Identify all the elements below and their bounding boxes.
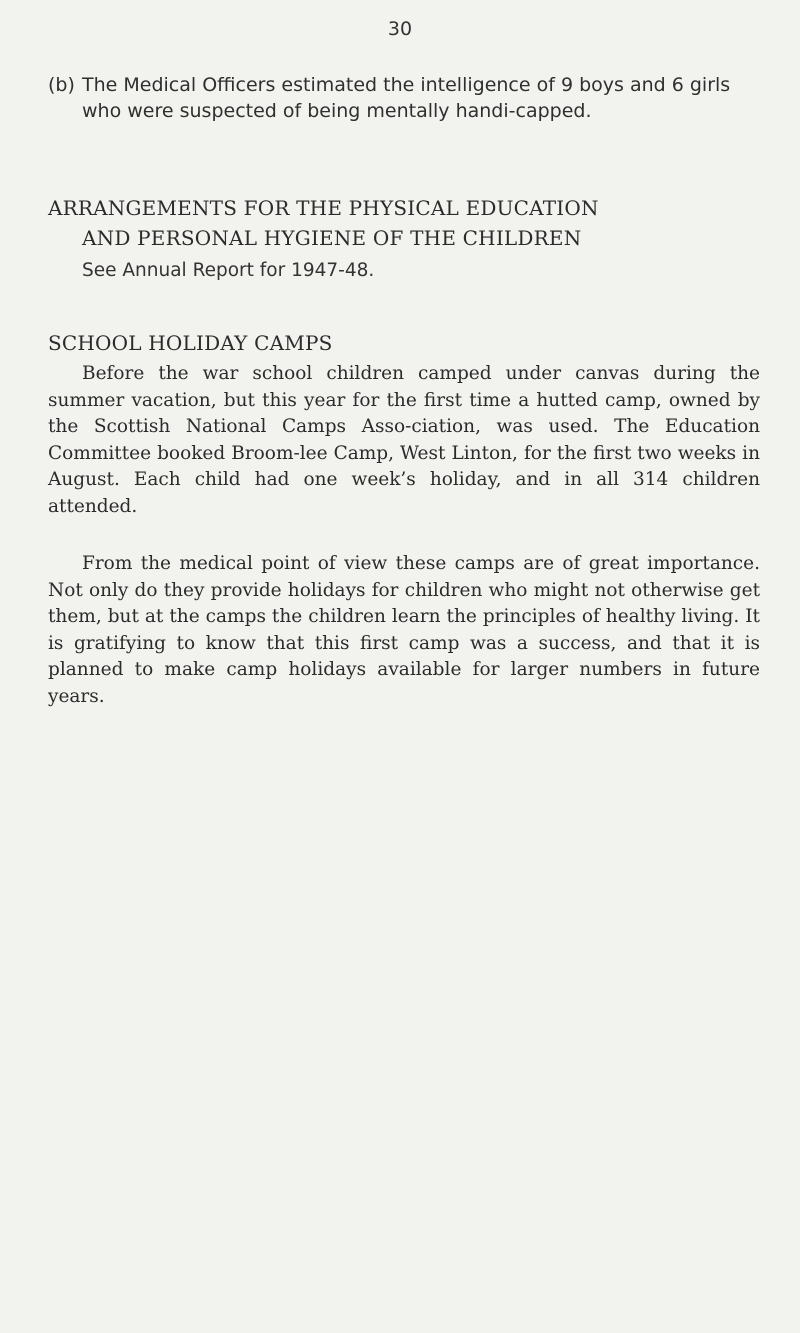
- item-b-marker: (b): [48, 74, 75, 96]
- item-b-paragraph: [48, 72, 768, 124]
- camps-paragraph-1: Before the war school children camped under canvas during the summer vacation, but this year for the first time a hutted camp, owned by the Scottish National Camps Asso-ciation, was used. The Education Committee booked Broom-lee Camp, West Linton, for the first two weeks in August. Each child had one week’s holiday, and in all 314 children attended.: [48, 363, 760, 517]
- arrangements-heading-line1: ARRANGEMENTS FOR THE PHYSICAL EDUCATION: [48, 196, 599, 220]
- arrangements-heading-line2: AND PERSONAL HYGIENE OF THE CHILDREN: [82, 226, 582, 250]
- camps-paragraph-2: From the medical point of view these camps are of great importance. Not only do they provide holidays for children who might not otherwise get them, but at the camps the children learn the principles of healthy living. It is gratifying to know that this first camp was a success, and that it is planned to make camp holidays available for larger numbers in future years.: [48, 553, 760, 707]
- arrangements-heading: [48, 193, 599, 253]
- camps-heading: SCHOOL HOLIDAY CAMPS: [48, 331, 333, 355]
- annual-report-reference: See Annual Report for 1947-48.: [82, 260, 375, 281]
- item-b-text: The Medical Officers estimated the intelligence of 9 boys and 6 girls who were suspected of being mentally handi-capped.: [82, 74, 731, 122]
- page-number: 30: [387, 18, 413, 40]
